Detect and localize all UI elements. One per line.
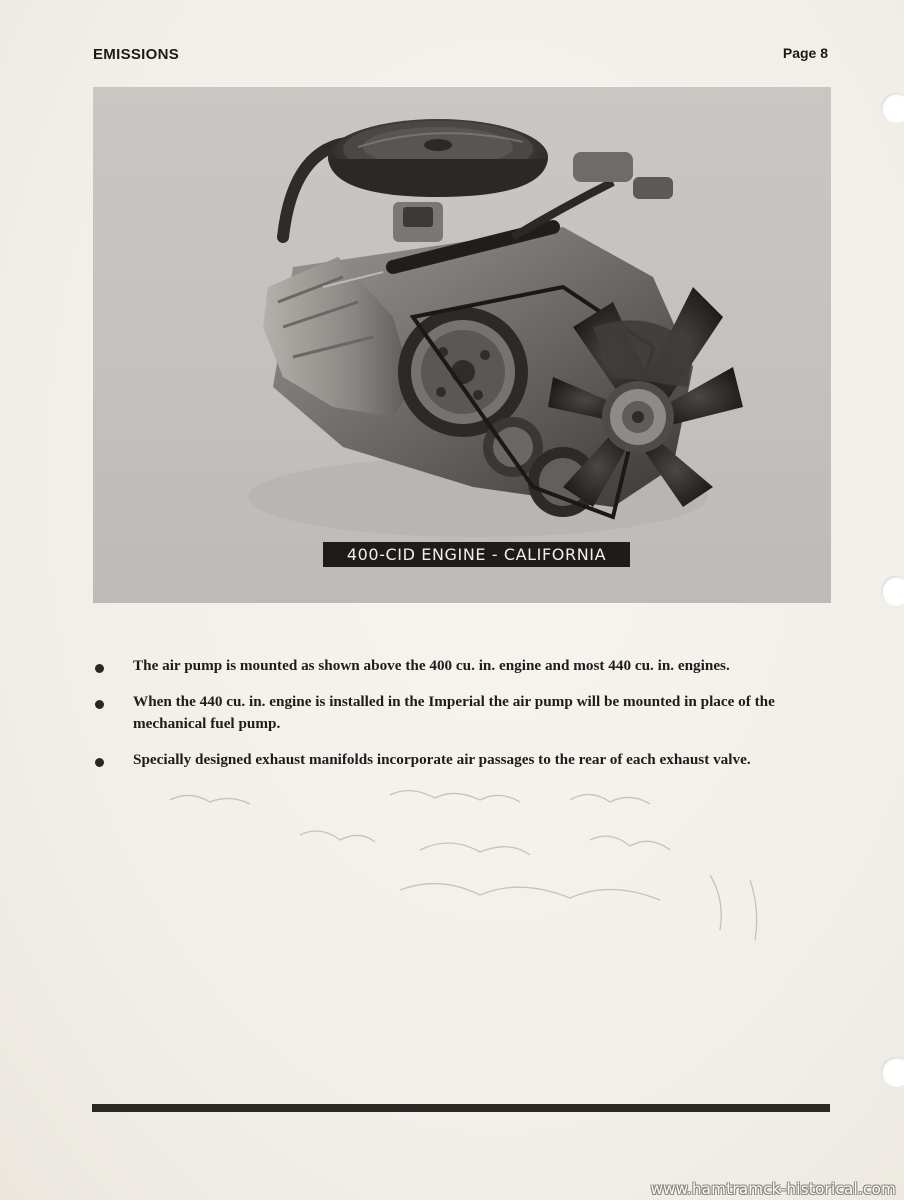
pencil-annotation — [150, 780, 790, 980]
bullet-text: Specially designed exhaust manifolds incorporate air passages to the rear of each exhaust valve. — [133, 751, 751, 768]
list-item — [92, 655, 837, 677]
punch-hole — [881, 93, 904, 123]
bullet-text: When the 440 cu. in. engine is installed in the Imperial the air pump will be mounted in place of the mechanical fuel pump. — [133, 693, 775, 732]
bullet-text: The air pump is mounted as shown above the 400 cu. in. engine and most 440 cu. in. engines. — [133, 657, 730, 674]
list-item — [92, 691, 837, 735]
engine-photo — [93, 87, 831, 603]
bullet-icon — [95, 700, 104, 709]
bullet-icon — [95, 664, 104, 673]
section-title: EMISSIONS — [93, 46, 180, 63]
watermark: www.hamtramck-historical.com — [650, 1180, 896, 1198]
punch-hole — [881, 1057, 904, 1087]
bullet-list — [92, 655, 837, 785]
engine-illustration — [93, 87, 831, 603]
list-item — [92, 749, 837, 771]
figure-caption: 400-CID ENGINE - CALIFORNIA — [323, 542, 630, 567]
bullet-icon — [95, 758, 104, 767]
footer-rule — [92, 1104, 830, 1112]
page-number: Page 8 — [782, 45, 828, 61]
punch-hole — [881, 576, 904, 606]
